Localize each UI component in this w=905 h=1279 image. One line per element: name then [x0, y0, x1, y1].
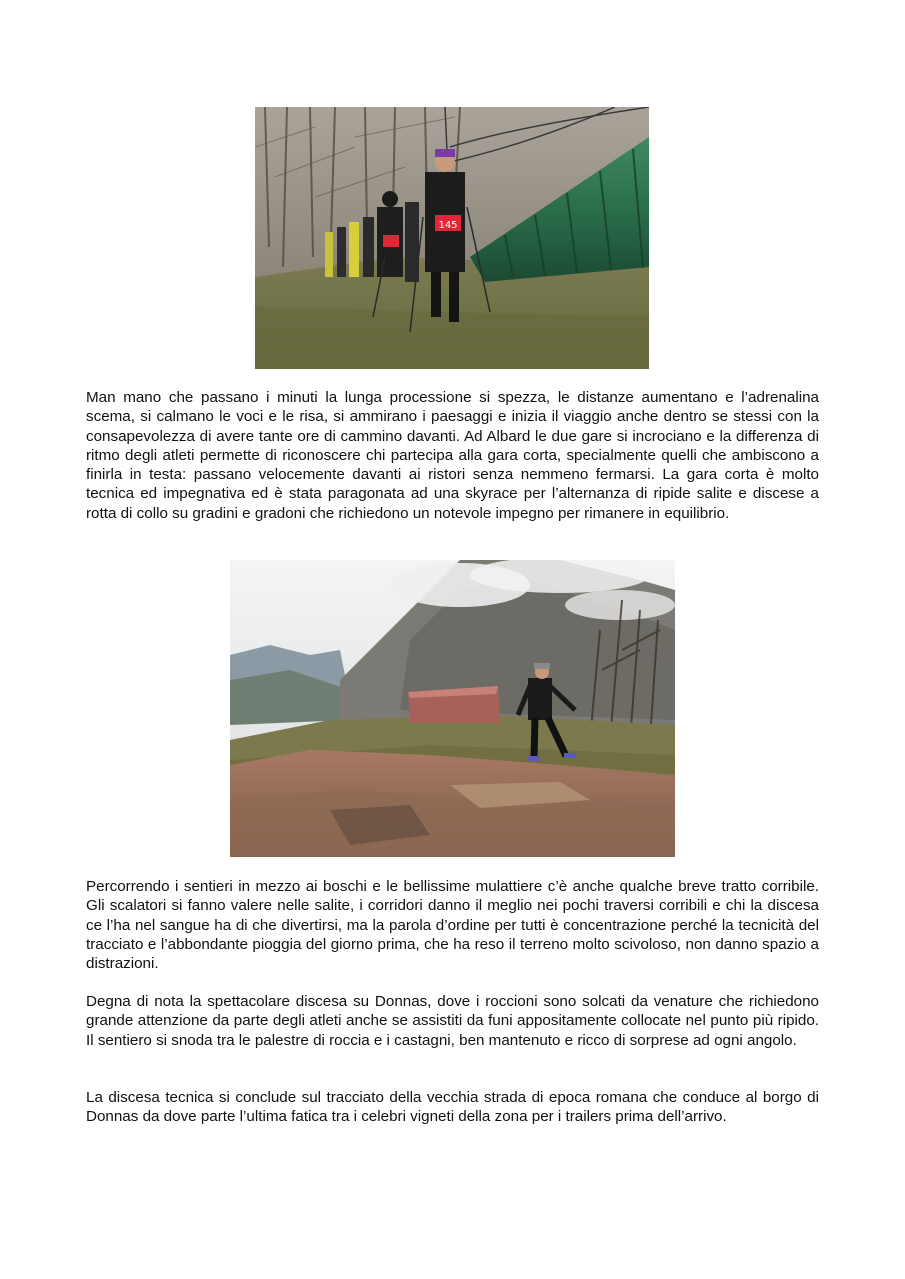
photo-runner-rock-slab	[230, 560, 675, 857]
paragraph-1: Man mano che passano i minuti la lunga processione si spezza, le distanze aumentano e l’adrenalina scema, si calmano le voci e le risa, si ammirano i paesaggi e inizia il viaggio anche dentro se stessi con la consapevolezza di avere tante ore di cammino davanti. Ad Albard le due gare si incrociano e la differenza di ritmo degli atleti permette di riconoscere chi partecipa alla gara corta, specialmente quelli che ambiscono a finirla in testa: passano velocemente davanti ai ristori senza nemmeno fermarsi. La gara corta è molto tecnica ed impegnativa ed è stata paragonata ad una skyrace per l’alternanza di ripide salite e discese a rotta di collo su gradini e gradoni che richiedono un notevole impegno per rimanere in equilibrio.	[86, 389, 819, 522]
paragraph-4: La discesa tecnica si conclude sul tracciato della vecchia strada di epoca romana che conduce al borgo di Donnas da dove parte l’ultima fatica tra i celebri vigneti della zona per i trailers prima dell’arrivo.	[86, 1089, 819, 1126]
paragraph-3: Degna di nota la spettacolare discesa su Donnas, dove i roccioni sono solcati da venature che richiedono grande attenzione da parte degli atleti anche se assistiti da funi appositamente collocate nel punto più ripido. Il sentiero si snoda tra le palestre di roccia e i castagni, ben mantenuto e ricco di sorprese ad ogni angolo.	[86, 993, 819, 1049]
photo-runners-pipeline	[255, 107, 649, 369]
paragraph-2: Percorrendo i sentieri in mezzo ai boschi e le bellissime mulattiere c’è anche qualche breve tratto corribile. Gli scalatori si fanno valere nelle salite, i corridori danno il meglio nei pochi traversi corribili e chi la discesa ce l’ha nel sangue ha di che divertirsi, ma la parola d’ordine per tutti è concentrazione perché la tecnicità del tracciato e l’abbondante pioggia del giorno prima, che ha reso il terreno molto scivoloso, non danno spazio a distrazioni.	[86, 878, 819, 973]
bib-number: 145	[438, 220, 458, 231]
photo-runners-pipeline-illustration	[255, 107, 649, 369]
photo-runner-rock-slab-illustration	[230, 560, 675, 857]
